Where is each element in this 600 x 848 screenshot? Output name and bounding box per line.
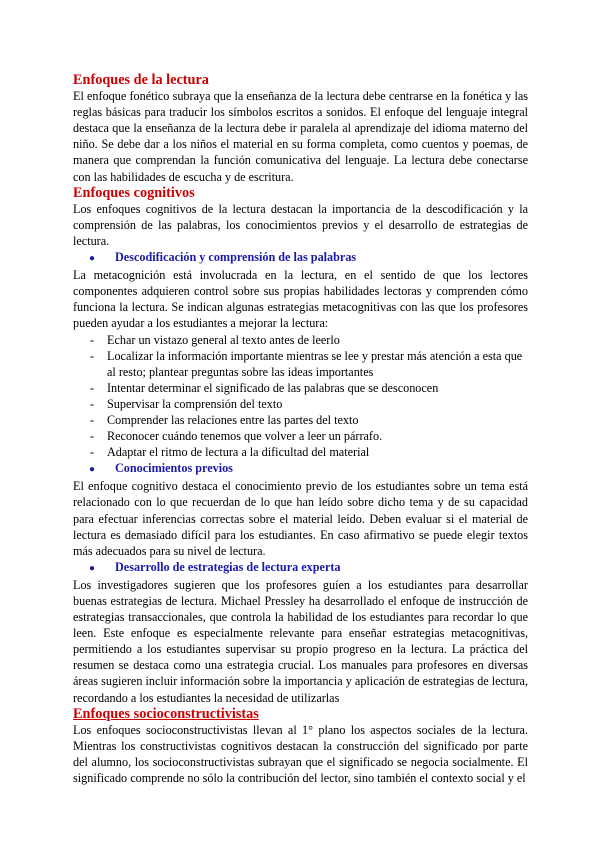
bullet-icon: ● [89,253,96,265]
subheading-conocimientos-previos [89,460,528,478]
subheading-descodificacion-text: Descodificación y comprensión de las palabras [115,250,357,265]
list-item [90,380,528,396]
subheading-conocimientos-previos-text: Conocimientos previos [115,461,233,476]
heading-enfoques-lectura: Enfoques de la lectura [73,72,209,88]
subheading-estrategias-experta-text: Desarrollo de estrategias de lectura experta [115,559,341,574]
paragraph-descodificacion: La metacognición está involucrada en la lectura, en el sentido de que los lectores componentes adquieren control sobre sus propias habilidades lectoras y comprenden cómo funciona la lectura. Se indican algunas estrategias metacognitivas con las que los profesores pueden ayudar a los estudiantes a mejorar la lectura: [73,268,528,331]
list-item-text: Intentar determinar el significado de las palabras que se desconocen [107,380,439,395]
bullet-icon: ● [89,562,96,574]
list-item-text: Supervisar la comprensión del texto [107,396,283,411]
dash-icon: - [90,445,95,460]
list-item-text: Reconocer cuándo tenemos que volver a leer un párrafo. [107,429,383,444]
document-page [73,72,528,786]
list-item [90,332,528,348]
list-item [90,428,528,444]
paragraph-estrategias-experta: Los investigadores sugieren que los profesores guíen a los estudiantes para desarrollar buenas estrategias de lectura. Michael Pressley ha desarrollado el enfoque de instrucción de estrategias transaccionales, que controla la habilidad de los estudiantes para recordar lo que leen. Este enfoque es especialmente relevante para enseñar estrategias metacognitivas, permitiendo a los estudiantes supervisar su propio progreso en la lectura. La práctica del resumen se destaca como una estrategia crucial. Los manuales para profesores en diversas áreas sugieren incluir información sobre la importancia y aplicación de estrategias de lectura, recordando a los estudiantes la necesidad de utilizarlas [73,577,528,705]
subheading-descodificacion [89,249,528,267]
dash-icon: - [90,412,95,427]
heading-enfoques-socioconstructivistas: Enfoques socioconstructivistas [73,705,259,722]
list-item-text: Localizar la información importante mientras se lee y prestar más atención a esta que al resto; plantear preguntas sobre las ideas importantes [107,348,523,379]
list-item-text: Comprender las relaciones entre las partes del texto [107,412,359,427]
list-item [90,348,528,380]
list-item-text: Echar un vistazo general al texto antes de leerlo [107,332,340,347]
dash-icon: - [90,380,95,395]
paragraph-conocimientos-previos: El enfoque cognitivo destaca el conocimiento previo de los estudiantes sobre un tema está relacionado con lo que recuerdan de lo que han leído sobre dicho tema y de su capacidad para efectuar inferencias correctas sobre el material leído. Deben evaluar si el material de lectura es demasiado difícil para los estudiantes. En caso afirmativo se puede elegir textos más adecuados para su nivel de lectura. [73,479,528,558]
paragraph-enfoques-socioconstructivistas: Los enfoques socioconstructivistas llevan al 1° plano los aspectos sociales de la lectura. Mientras los constructivistas cognitivos destacan la construcción del significado por parte del alumno, los socioconstructivistas subrayan que el significado se negocia socialmente. El significado comprende no sólo la contribución del lector, sino también el contexto social y el [73,722,528,786]
strategy-list [73,332,528,461]
subheading-estrategias-experta [89,559,528,577]
bullet-icon: ● [89,464,96,476]
list-item [90,412,528,428]
dash-icon: - [90,396,95,411]
paragraph-enfoques-cognitivos: Los enfoques cognitivos de la lectura destacan la importancia de la descodificación y la comprensión de las palabras, los conocimientos previos y el desarrollo de estrategias de lectura. [73,201,528,248]
dash-icon: - [90,348,95,363]
list-item [90,396,528,412]
dash-icon: - [90,332,95,347]
heading-enfoques-cognitivos: Enfoques cognitivos [73,184,195,201]
list-item-text: Adaptar el ritmo de lectura a la dificultad del material [107,445,370,460]
list-item [90,444,528,460]
paragraph-enfoques-lectura: El enfoque fonético subraya que la enseñanza de la lectura debe centrarse en la fonética y las reglas básicas para traducir los símbolos escritos a sonidos. El enfoque del lenguaje integral destaca que la enseñanza de la lectura debe ir paralela al aprendizaje del idioma materno del niño. Se debe dar a los niños el material en su forma completa, como cuentos y poemas, de manera que comprendan la función comunicativa del lenguaje. La lectura debe conectarse con las habilidades de escucha y de escritura. [73,89,528,184]
dash-icon: - [90,429,95,444]
